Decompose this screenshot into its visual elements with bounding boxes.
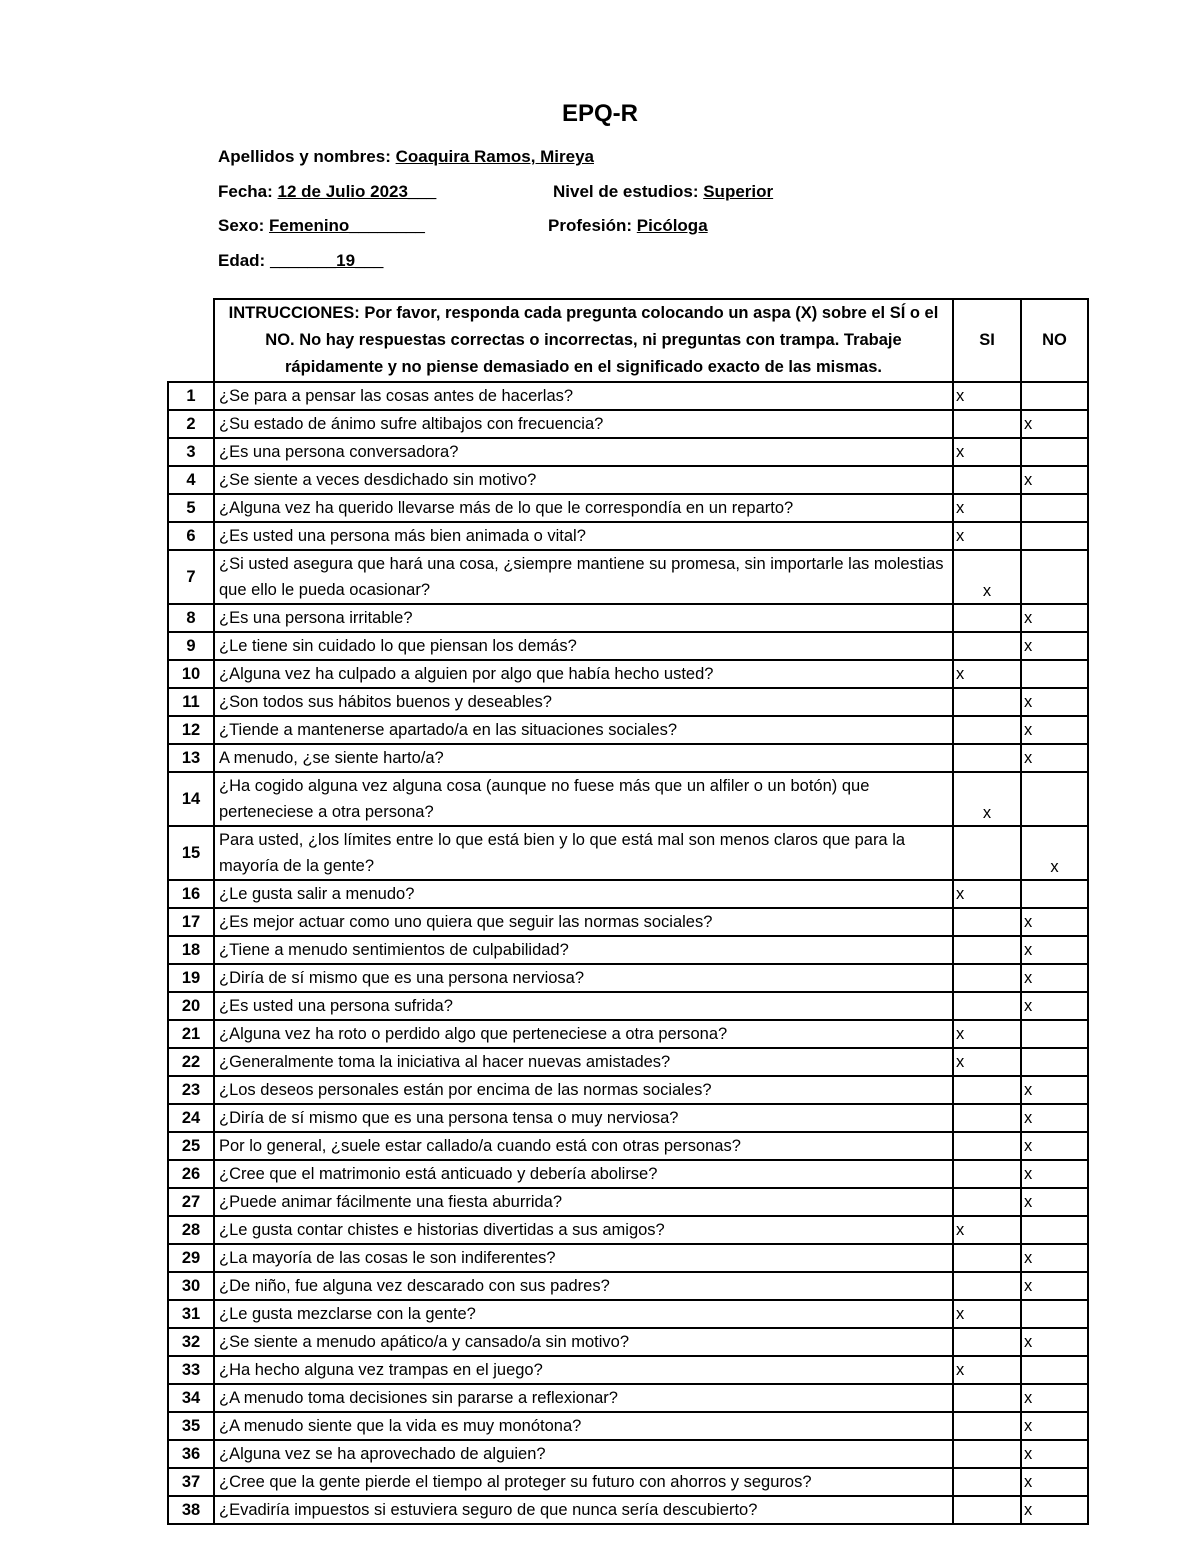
answer-mark: x [1024,1472,1033,1491]
answer-si-cell[interactable] [953,744,1021,772]
question-number: 16 [168,880,214,908]
answer-si-cell[interactable] [953,1244,1021,1272]
question-number: 21 [168,1020,214,1048]
answer-no-cell[interactable] [1021,1356,1088,1384]
answer-no-cell[interactable] [1021,1104,1088,1132]
answer-mark: x [1024,1248,1033,1267]
question-number: 14 [168,772,214,826]
table-row [168,772,1088,826]
answer-si-cell[interactable] [953,1384,1021,1412]
question-text: ¿Es una persona conversadora? [214,438,953,466]
answer-no-cell[interactable] [1021,964,1088,992]
age-field [218,251,383,271]
answer-mark: x [1024,1332,1033,1351]
question-text: ¿Diría de sí mismo que es una persona nerviosa? [214,964,953,992]
answer-si-cell[interactable] [953,382,1021,410]
answer-si-cell[interactable] [953,826,1021,880]
question-text: A menudo, ¿se siente harto/a? [214,744,953,772]
table-row [168,1328,1088,1356]
question-number: 23 [168,1076,214,1104]
question-text: ¿Se para a pensar las cosas antes de hacerlas? [214,382,953,410]
answer-mark: x [956,498,965,517]
question-text: ¿Ha cogido alguna vez alguna cosa (aunque no fuese más que un alfiler o un botón) que perteneciese a otra persona? [214,772,953,826]
answer-si-cell[interactable] [953,438,1021,466]
name-value: Coaquira Ramos, Mireya [395,147,595,166]
answer-no-cell[interactable] [1021,880,1088,908]
answer-no-cell[interactable] [1021,688,1088,716]
question-number: 34 [168,1384,214,1412]
answer-no-cell[interactable] [1021,604,1088,632]
answer-mark: x [1024,608,1033,627]
question-number: 29 [168,1244,214,1272]
question-number: 20 [168,992,214,1020]
question-number: 24 [168,1104,214,1132]
questionnaire-body [168,299,1088,1524]
question-text: ¿Su estado de ánimo sufre altibajos con frecuencia? [214,410,953,438]
answer-si-cell[interactable] [953,1048,1021,1076]
name-label: Apellidos y nombres: [218,147,391,166]
question-number: 36 [168,1440,214,1468]
table-row [168,880,1088,908]
table-row [168,410,1088,438]
answer-no-cell[interactable] [1021,494,1088,522]
sex-label: Sexo: [218,216,265,235]
date-value: 12 de Julio 2023___ [277,182,437,201]
date-label: Fecha: [218,182,273,201]
answer-si-cell[interactable] [953,1300,1021,1328]
answer-no-cell[interactable] [1021,1188,1088,1216]
answer-mark: x [1024,968,1033,987]
answer-mark: x [1024,996,1033,1015]
question-number: 3 [168,438,214,466]
question-number: 18 [168,936,214,964]
question-number: 32 [168,1328,214,1356]
answer-si-cell[interactable] [953,1356,1021,1384]
table-row [168,1132,1088,1160]
answer-si-cell[interactable] [953,1104,1021,1132]
answer-mark: x [956,386,965,405]
question-text: ¿Puede animar fácilmente una fiesta aburrida? [214,1188,953,1216]
age-value: _______19___ [269,251,384,270]
question-text: ¿De niño, fue alguna vez descarado con sus padres? [214,1272,953,1300]
answer-mark: x [956,442,965,461]
instructions: INTRUCCIONES: Por favor, responda cada pregunta colocando un aspa (X) sobre el SÍ o el NO. No hay respuestas correctas o incorrectas, ni preguntas con trampa. Trabaje rápidamente y no piense demasiado en el significado exacto de las mismas. [214,299,953,382]
answer-si-cell[interactable] [953,604,1021,632]
table-row [168,1468,1088,1496]
table-row [168,1160,1088,1188]
sex-field [218,216,425,236]
question-text: ¿Alguna vez ha querido llevarse más de lo que le correspondía en un reparto? [214,494,953,522]
answer-si-cell[interactable] [953,660,1021,688]
answer-no-cell[interactable] [1021,936,1088,964]
question-number: 8 [168,604,214,632]
table-row [168,1020,1088,1048]
question-number: 19 [168,964,214,992]
answer-mark: x [1024,1276,1033,1295]
answer-no-cell[interactable] [1021,1384,1088,1412]
table-row [168,466,1088,494]
answer-mark: x [1024,1444,1033,1463]
profession-value: Picóloga [636,216,708,235]
answer-si-cell[interactable] [953,936,1021,964]
question-number: 28 [168,1216,214,1244]
table-row [168,1300,1088,1328]
question-number: 33 [168,1356,214,1384]
question-number: 15 [168,826,214,880]
answer-no-cell[interactable] [1021,1216,1088,1244]
answer-no-cell[interactable] [1021,992,1088,1020]
question-text: ¿Tiende a mantenerse apartado/a en las situaciones sociales? [214,716,953,744]
table-row [168,744,1088,772]
question-number: 22 [168,1048,214,1076]
table-row [168,550,1088,604]
education-field [553,182,773,202]
table-row [168,1272,1088,1300]
profession-label: Profesión: [548,216,633,235]
question-text: Para usted, ¿los límites entre lo que está bien y lo que está mal son menos claros que para la mayoría de la gente? [214,826,953,880]
table-row [168,716,1088,744]
question-number: 17 [168,908,214,936]
answer-no-cell[interactable] [1021,1048,1088,1076]
question-text: ¿Diría de sí mismo que es una persona tensa o muy nerviosa? [214,1104,953,1132]
answer-si-cell[interactable] [953,1272,1021,1300]
answer-si-cell[interactable] [953,494,1021,522]
answer-si-cell[interactable] [953,1160,1021,1188]
education-label: Nivel de estudios: [553,182,699,201]
question-text: ¿Cree que la gente pierde el tiempo al proteger su futuro con ahorros y seguros? [214,1468,953,1496]
answer-mark: x [1024,1108,1033,1127]
question-text: ¿Es usted una persona más bien animada o vital? [214,522,953,550]
question-number: 6 [168,522,214,550]
answer-si-cell[interactable] [953,880,1021,908]
answer-mark: x [956,1052,965,1071]
answer-mark: x [1024,748,1033,767]
question-number: 9 [168,632,214,660]
table-row [168,382,1088,410]
question-number: 26 [168,1160,214,1188]
answer-mark: x [1024,1388,1033,1407]
table-row [168,688,1088,716]
answer-si-cell[interactable] [953,1468,1021,1496]
answer-no-cell[interactable] [1021,1244,1088,1272]
table-row [168,1216,1088,1244]
sex-value: Femenino________ [269,216,425,235]
table-row [168,604,1088,632]
answer-no-cell[interactable] [1021,908,1088,936]
question-number: 1 [168,382,214,410]
answer-mark: x [1050,858,1059,876]
answer-si-cell[interactable] [953,1496,1021,1524]
answer-si-cell[interactable] [953,410,1021,438]
answer-no-cell[interactable] [1021,1328,1088,1356]
table-row [168,1244,1088,1272]
age-label: Edad: [218,251,266,270]
answer-no-cell[interactable] [1021,1412,1088,1440]
answer-mark: x [956,1360,965,1379]
answer-no-cell[interactable] [1021,660,1088,688]
answer-mark: x [1024,414,1033,433]
education-value: Superior [703,182,774,201]
question-text: ¿Los deseos personales están por encima de las normas sociales? [214,1076,953,1104]
question-number: 5 [168,494,214,522]
answer-mark: x [956,1024,965,1043]
table-row [168,1048,1088,1076]
column-si: SI [953,299,1021,382]
answer-no-cell[interactable] [1021,1020,1088,1048]
answer-no-cell[interactable] [1021,744,1088,772]
question-number: 25 [168,1132,214,1160]
answer-no-cell[interactable] [1021,550,1088,604]
answer-no-cell[interactable] [1021,382,1088,410]
answer-no-cell[interactable] [1021,410,1088,438]
question-text: ¿Evadiría impuestos si estuviera seguro de que nunca sería descubierto? [214,1496,953,1524]
answer-mark: x [956,884,965,903]
question-number: 10 [168,660,214,688]
table-row [168,660,1088,688]
question-text: ¿Le gusta mezclarse con la gente? [214,1300,953,1328]
answer-si-cell[interactable] [953,1188,1021,1216]
question-text: ¿A menudo siente que la vida es muy monótona? [214,1412,953,1440]
answer-si-cell[interactable] [953,466,1021,494]
name-field [218,147,594,167]
question-text: ¿Si usted asegura que hará una cosa, ¿siempre mantiene su promesa, sin importarle las molestias que ello le pueda ocasionar? [214,550,953,604]
answer-mark: x [956,1220,965,1239]
answer-mark: x [956,1304,965,1323]
question-text: ¿Son todos sus hábitos buenos y deseables? [214,688,953,716]
question-number: 30 [168,1272,214,1300]
question-text: ¿Cree que el matrimonio está anticuado y debería abolirse? [214,1160,953,1188]
answer-mark: x [1024,1192,1033,1211]
question-number: 37 [168,1468,214,1496]
table-row [168,1496,1088,1524]
answer-no-cell[interactable] [1021,826,1088,880]
answer-si-cell[interactable] [953,964,1021,992]
question-text: ¿Es una persona irritable? [214,604,953,632]
question-number: 13 [168,744,214,772]
answer-si-cell[interactable] [953,1412,1021,1440]
question-number: 35 [168,1412,214,1440]
answer-si-cell[interactable] [953,1216,1021,1244]
answer-no-cell[interactable] [1021,1440,1088,1468]
question-text: ¿A menudo toma decisiones sin pararse a reflexionar? [214,1384,953,1412]
table-row [168,1356,1088,1384]
answer-no-cell[interactable] [1021,632,1088,660]
table-row [168,992,1088,1020]
answer-si-cell[interactable] [953,1328,1021,1356]
question-text: ¿Alguna vez se ha aprovechado de alguien? [214,1440,953,1468]
answer-mark: x [982,804,992,822]
table-row [168,908,1088,936]
question-text: ¿Tiene a menudo sentimientos de culpabilidad? [214,936,953,964]
answer-no-cell[interactable] [1021,522,1088,550]
answer-no-cell[interactable] [1021,1496,1088,1524]
answer-no-cell[interactable] [1021,1468,1088,1496]
answer-mark: x [1024,1136,1033,1155]
table-row [168,494,1088,522]
table-row [168,1188,1088,1216]
answer-no-cell[interactable] [1021,772,1088,826]
question-number: 31 [168,1300,214,1328]
answer-si-cell[interactable] [953,1440,1021,1468]
answer-no-cell[interactable] [1021,438,1088,466]
answer-si-cell[interactable] [953,550,1021,604]
answer-si-cell[interactable] [953,688,1021,716]
question-text: ¿Es usted una persona sufrida? [214,992,953,1020]
table-row [168,1076,1088,1104]
question-number: 27 [168,1188,214,1216]
answer-si-cell[interactable] [953,1020,1021,1048]
question-text: ¿Alguna vez ha roto o perdido algo que perteneciese a otra persona? [214,1020,953,1048]
answer-mark: x [982,582,992,600]
column-no: NO [1021,299,1088,382]
answer-si-cell[interactable] [953,908,1021,936]
question-text: ¿Ha hecho alguna vez trampas en el juego? [214,1356,953,1384]
answer-mark: x [1024,470,1033,489]
question-text: ¿Le tiene sin cuidado lo que piensan los demás? [214,632,953,660]
answer-no-cell[interactable] [1021,1300,1088,1328]
answer-si-cell[interactable] [953,522,1021,550]
answer-si-cell[interactable] [953,632,1021,660]
question-text: ¿Es mejor actuar como uno quiera que seguir las normas sociales? [214,908,953,936]
answer-mark: x [1024,720,1033,739]
question-text: ¿Se siente a menudo apático/a y cansado/a sin motivo? [214,1328,953,1356]
answer-mark: x [1024,1164,1033,1183]
answer-mark: x [956,664,965,683]
table-row [168,1440,1088,1468]
answer-mark: x [1024,912,1033,931]
table-row [168,936,1088,964]
answer-mark: x [1024,940,1033,959]
question-text: ¿Le gusta contar chistes e historias divertidas a sus amigos? [214,1216,953,1244]
answer-no-cell[interactable] [1021,1160,1088,1188]
answer-si-cell[interactable] [953,1132,1021,1160]
question-number: 7 [168,550,214,604]
answer-no-cell[interactable] [1021,716,1088,744]
table-row [168,522,1088,550]
table-row [168,438,1088,466]
question-text: Por lo general, ¿suele estar callado/a cuando está con otras personas? [214,1132,953,1160]
answer-no-cell[interactable] [1021,1076,1088,1104]
table-row [168,1412,1088,1440]
answer-no-cell[interactable] [1021,466,1088,494]
answer-mark: x [1024,1500,1033,1519]
question-text: ¿Generalmente toma la iniciativa al hacer nuevas amistades? [214,1048,953,1076]
answer-mark: x [1024,1080,1033,1099]
answer-mark: x [1024,692,1033,711]
answer-no-cell[interactable] [1021,1132,1088,1160]
answer-mark: x [1024,636,1033,655]
profession-field [548,216,708,236]
question-number: 12 [168,716,214,744]
question-text: ¿Se siente a veces desdichado sin motivo? [214,466,953,494]
answer-si-cell[interactable] [953,1076,1021,1104]
table-row [168,964,1088,992]
question-number: 11 [168,688,214,716]
table-header-row [168,299,1088,382]
table-row [168,826,1088,880]
header-blank [168,299,214,382]
answer-si-cell[interactable] [953,992,1021,1020]
answer-si-cell[interactable] [953,772,1021,826]
answer-si-cell[interactable] [953,716,1021,744]
question-text: ¿La mayoría de las cosas le son indiferentes? [214,1244,953,1272]
answer-mark: x [1024,1416,1033,1435]
question-number: 38 [168,1496,214,1524]
page-title: EPQ-R [561,100,638,127]
table-row [168,1104,1088,1132]
question-number: 4 [168,466,214,494]
answer-no-cell[interactable] [1021,1272,1088,1300]
table-row [168,632,1088,660]
question-text: ¿Alguna vez ha culpado a alguien por algo que había hecho usted? [214,660,953,688]
date-field [218,182,436,202]
table-row [168,1384,1088,1412]
questionnaire-table [167,298,1089,1525]
question-number: 2 [168,410,214,438]
question-text: ¿Le gusta salir a menudo? [214,880,953,908]
answer-mark: x [956,526,965,545]
